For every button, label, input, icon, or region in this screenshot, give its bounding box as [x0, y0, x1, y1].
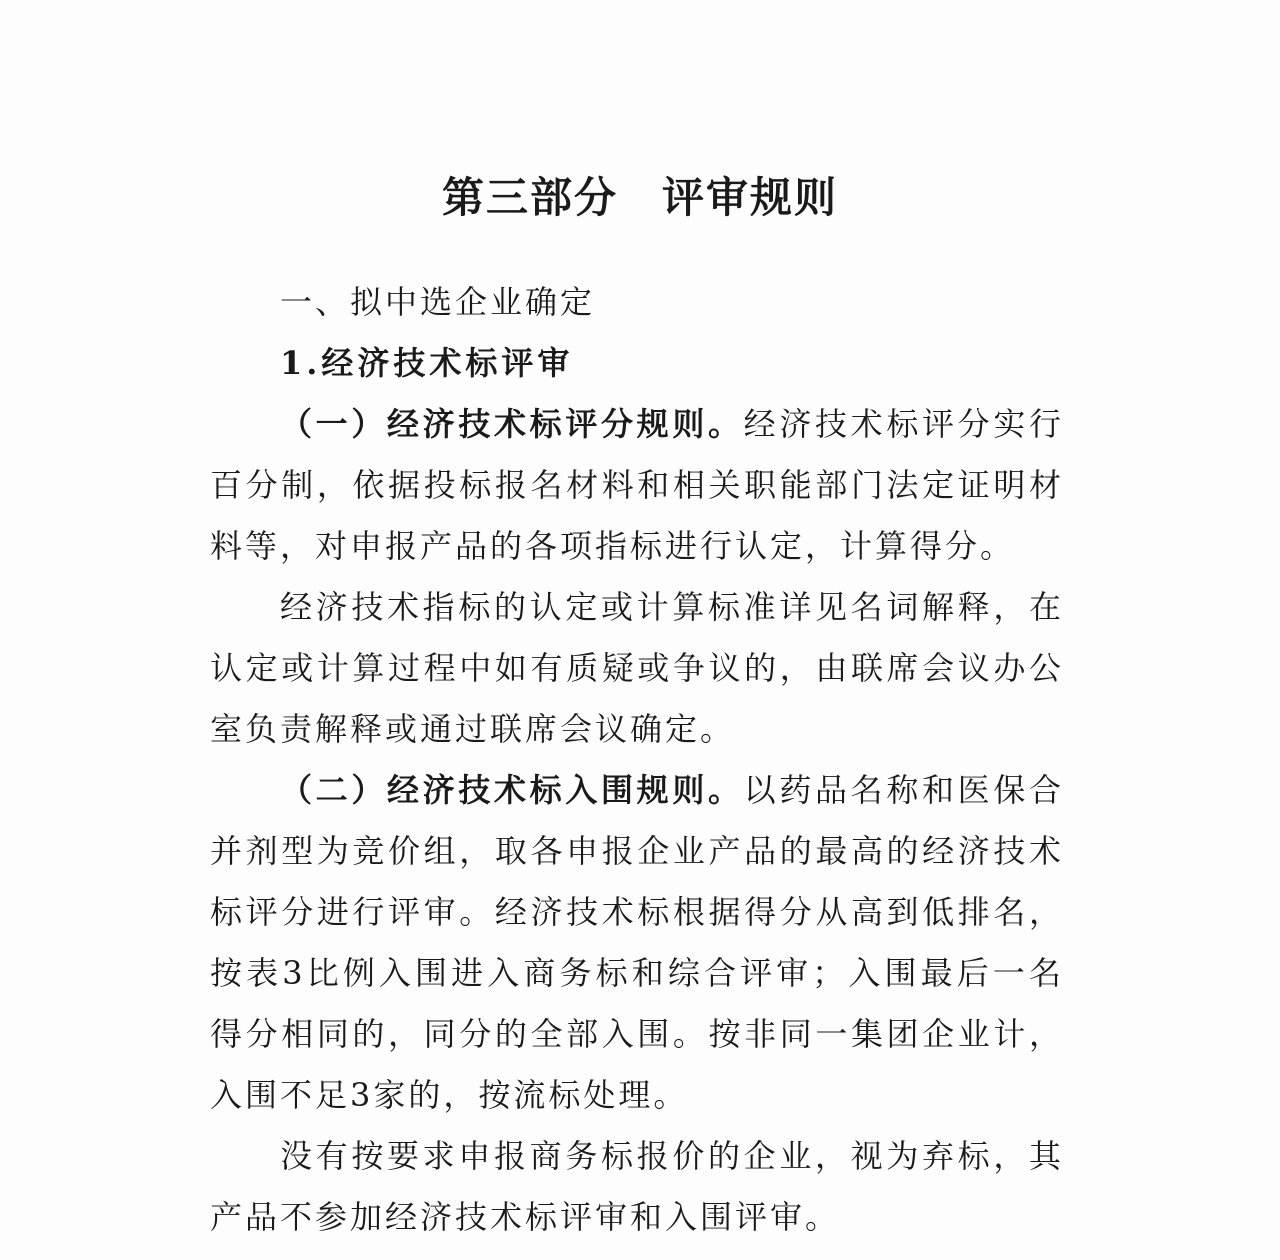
subsection-heading: 1.经济技术标评审	[280, 344, 574, 382]
document-body	[210, 272, 1064, 1248]
paragraph-lead: （二）经济技术标入围规则。	[280, 771, 744, 809]
paragraph-text: 没有按要求申报商务标报价的企业，视为弃标，其产品不参加经济技术标评审和入围评审。	[210, 1137, 1064, 1236]
section-heading: 一、拟中选企业确定	[280, 283, 596, 321]
paragraph-shortlist-rules	[210, 760, 1064, 1126]
paragraph-text: 经济技术指标的认定或计算标准详见名词解释，在认定或计算过程中如有质疑或争议的，由联席会议办公室负责解释或通过联席会议确定。	[210, 588, 1064, 748]
paragraph-lead: （一）经济技术标评分规则。	[280, 405, 744, 443]
paragraph-text: 经济技术标评分实行百分制，依据投标报名材料和相关职能部门法定证明材料等，对申报产品的各项指标进行认定，计算得分。	[210, 405, 1064, 565]
paragraph-indicator-standards	[210, 577, 1064, 760]
paragraph-abandoned-bids	[210, 1126, 1064, 1248]
paragraph-text: 以药品名称和医保合并剂型为竞价组，取各申报企业产品的最高的经济技术标评分进行评审。经济技术标根据得分从高到低排名，按表3比例入围进入商务标和综合评审；入围最后一名得分相同的，同分的全部入围。按非同一集团企业计，入围不足3家的，按流标处理。	[210, 771, 1064, 1114]
paragraph-scoring-rules	[210, 394, 1064, 577]
page-title: 第三部分 评审规则	[441, 173, 838, 223]
